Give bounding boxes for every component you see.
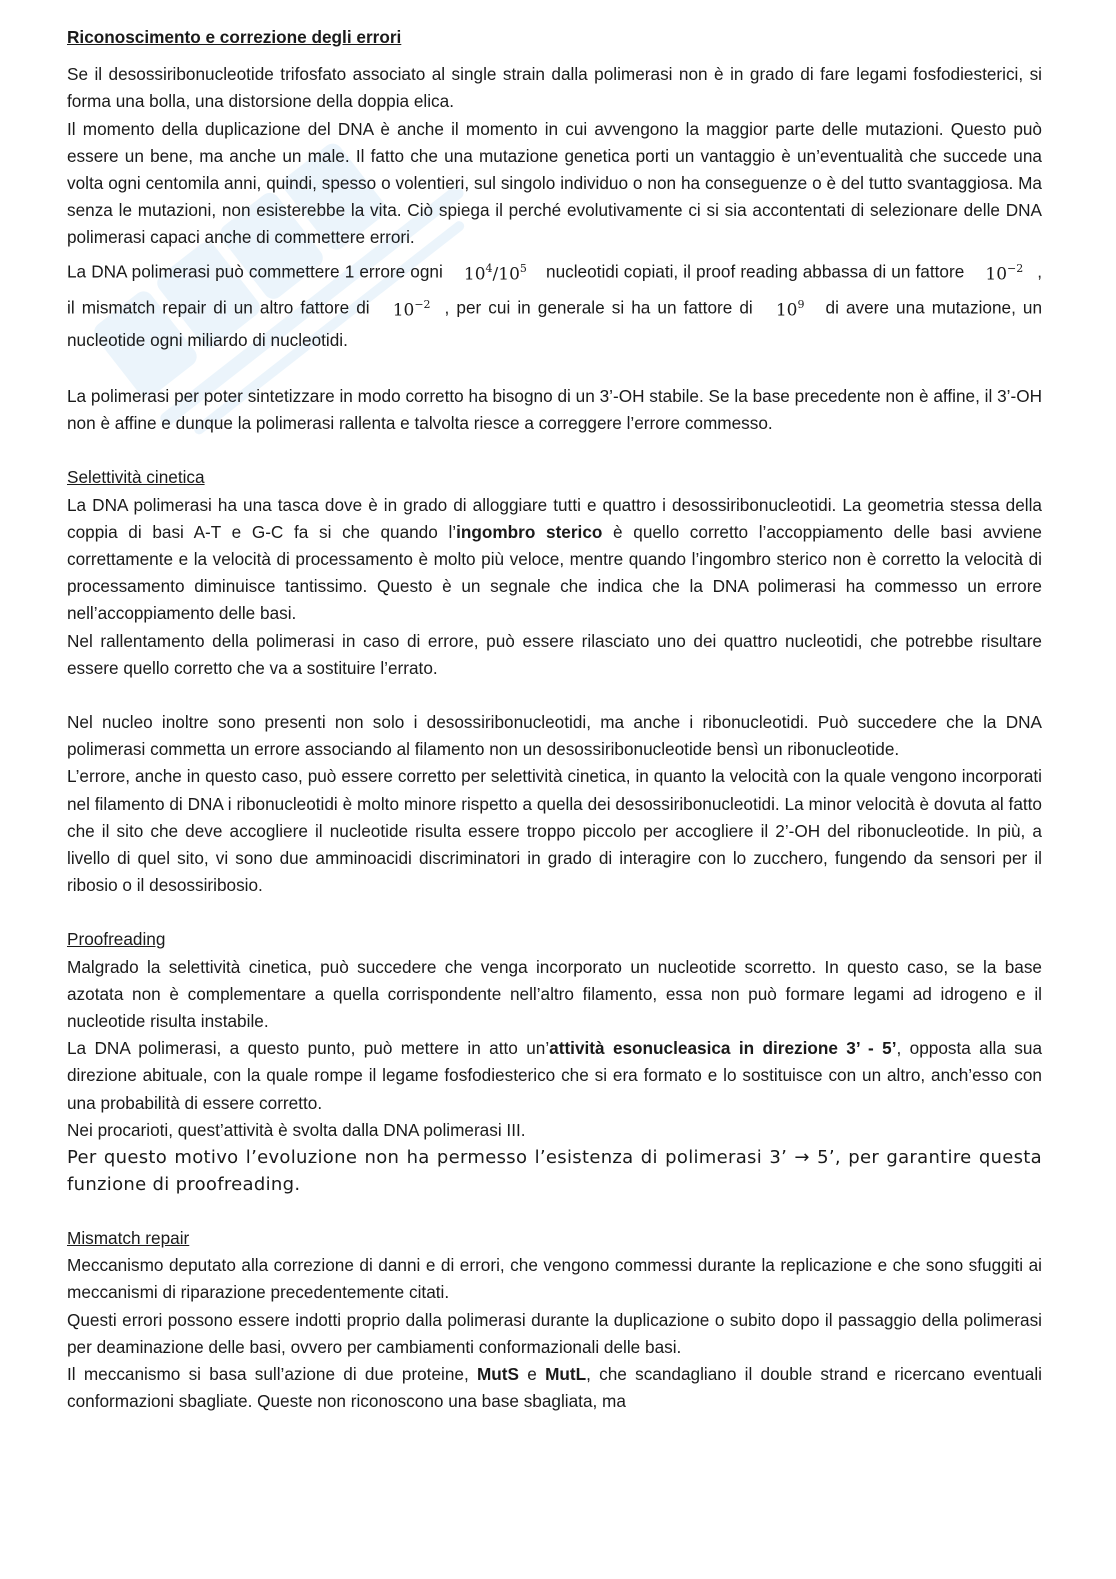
selettivita-paragraph-4: L’errore, anche in questo caso, può essere corretto per selettività cinetica, in quanto la velocità con la quale vengono incorporati nel filamento di DNA i ribonucleotidi è molto minore rispetto a quella dei desossiribonucleotidi. La minor velocità è dovuta al fatto che il sito che deve accogliere il nucleotide risulta essere troppo piccolo per accogliere il 2’-OH del ribonucleotide. In più, a livello di quel sito, vi sono due amminoacidi discriminatori in grado di interagire con lo zucchero, fungendo da sensori per il ribosio o il desossiribosio. <box>67 766 1042 896</box>
proofreading-paragraph-3: Nei procarioti, quest’attività è svolta dalla DNA polimerasi III. <box>67 1119 526 1140</box>
error-rate-paragraph <box>67 252 1042 356</box>
mismatch-factor-formula: $10^{-2}$ <box>392 298 431 321</box>
error-rate-formula-1: $10^4/10^5$ <box>463 261 527 285</box>
selettivita-paragraph-2: Nel rallentamento della polimerasi in caso di errore, può essere rilasciato uno dei quattro nucleotidi, che potrebbe risultare essere quello corretto che va a sostituire l’errato. <box>67 630 1042 678</box>
proofreading-paragraph-4: Per questo motivo l’evoluzione non ha permesso l’esistenza di polimerasi 3’ → 5’, per garantire questa funzione di proofreading. <box>67 1147 1042 1196</box>
mismatch-paragraph-3: Il meccanismo si basa sull’azione di due proteine, MutS e MutL, che scandagliano il double strand e ricercano eventuali conformazioni sbagliate. Queste non riconoscono una base sbagliata, ma <box>67 1364 1043 1412</box>
document-page <box>67 24 1042 1415</box>
proofreading-paragraph-1: Malgrado la selettività cinetica, può succedere che venga incorporato un nucleotide scorretto. In questo caso, se la base azotata non è complementare a quella corrispondente nell’altro filamento, essa non può formare legami ad idrogeno e il nucleotide risulta instabile. <box>67 956 1042 1031</box>
overall-factor-formula: $10^9$ <box>775 298 805 321</box>
error-rate-text-d: , per cui in generale si ha un fattore di <box>444 297 753 318</box>
section-heading-selettivita: Selettività cinetica <box>67 467 205 488</box>
intro-paragraph-2: Il momento della duplicazione del DNA è anche il momento in cui avvengono la maggior parte delle mutazioni. Questo può essere un bene, ma anche un male. Il fatto che una mutazione genetica porti un vantaggio è un’eventualità che succede una volta ogni centomila anni, quindi, spesso o volentieri, sul singolo individuo o non ha conseguenze o è del tutto svantaggiosa. Ma senza le mutazioni, non esisterebbe la vita. Ciò spiega il perché evolutivamente ci si sia accontentati di selezionare delle DNA polimerasi capaci anche di commettere errori. <box>67 118 1042 248</box>
ingombro-sterico-bold: ingombro sterico <box>456 521 603 542</box>
error-rate-text-a: La DNA polimerasi può commettere 1 errore ogni <box>67 261 443 282</box>
page-title: Riconoscimento e correzione degli errori <box>67 27 402 47</box>
error-rate-text-b: nucleotidi copiati, il proof reading abbassa di un fattore <box>546 261 965 282</box>
proofreading-factor-formula: $10^{-2}$ <box>985 261 1024 285</box>
mutl-bold: MutL <box>545 1364 587 1385</box>
selettivita-paragraph-3: Nel nucleo inoltre sono presenti non solo i desossiribonucleotidi, ma anche i ribonucleotidi. Può succedere che la DNA polimerasi commetta un errore associando al filamento non un desossiribonucleotide bensì un ribonucleotide. <box>67 711 1042 760</box>
muts-bold: MutS <box>476 1364 519 1385</box>
intro-paragraph-4: La polimerasi per poter sintetizzare in modo corretto ha bisogno di un 3’-OH stabile. Se la base precedente non è affine, il 3’-OH non è affine e dunque la polimerasi rallenta e talvolta riesce a correggere l’errore commesso. <box>67 385 1042 434</box>
mismatch-paragraph-1: Meccanismo deputato alla correzione di danni e di errori, che vengono commessi durante la replicazione e che sono sfuggiti ai meccanismi di riparazione precedentemente citati. <box>67 1255 1042 1303</box>
error-rate-text-c: , il mismatch repair di un altro fattore di <box>67 261 1043 318</box>
mismatch-paragraph-2: Questi errori possono essere indotti proprio dalla polimerasi durante la duplicazione o subito dopo il passaggio della polimerasi per deaminazione delle basi, ovvero per cambiamenti conformazionali delle basi. <box>67 1309 1042 1357</box>
esonucleasica-bold: attività esonucleasica in direzione 3’ - 5’ <box>549 1038 897 1059</box>
selettivita-paragraph-1: La DNA polimerasi ha una tasca dove è in grado di alloggiare tutti e quattro i desossiribonucleotidi. La geometria stessa della coppia di basi A-T e G-C fa si che quando l’ingombro sterico è quello corretto l’accoppiamento delle basi avviene correttamente e la velocità di processamento è molto più veloce, mentre quando l’ingombro sterico non è corretto la velocità di processamento diminuisce tantissimo. Questo è un segnale che indica che la DNA polimerasi ha commesso un errore nell’accoppiamento delle basi. <box>67 494 1042 624</box>
error-rate-text-e: di avere una mutazione, un nucleotide ogni miliardo di nucleotidi. <box>67 297 1043 350</box>
section-heading-mismatch: Mismatch repair <box>67 1228 190 1249</box>
intro-paragraph-1: Se il desossiribonucleotide trifosfato associato al single strain dalla polimerasi non è in grado di fare legami fosfodiesterici, si forma una bolla, una distorsione della doppia elica. <box>67 64 1042 112</box>
proofreading-paragraph-2: La DNA polimerasi, a questo punto, può mettere in atto un’attività esonucleasica in direzione 3’ - 5’, opposta alla sua direzione abituale, con la quale rompe il legame fosfodiesterico che si era formato e lo sostituisce con un altro, anch’esso con una probabilità di essere corretto. <box>67 1038 1043 1113</box>
section-heading-proofreading: Proofreading <box>67 929 166 950</box>
